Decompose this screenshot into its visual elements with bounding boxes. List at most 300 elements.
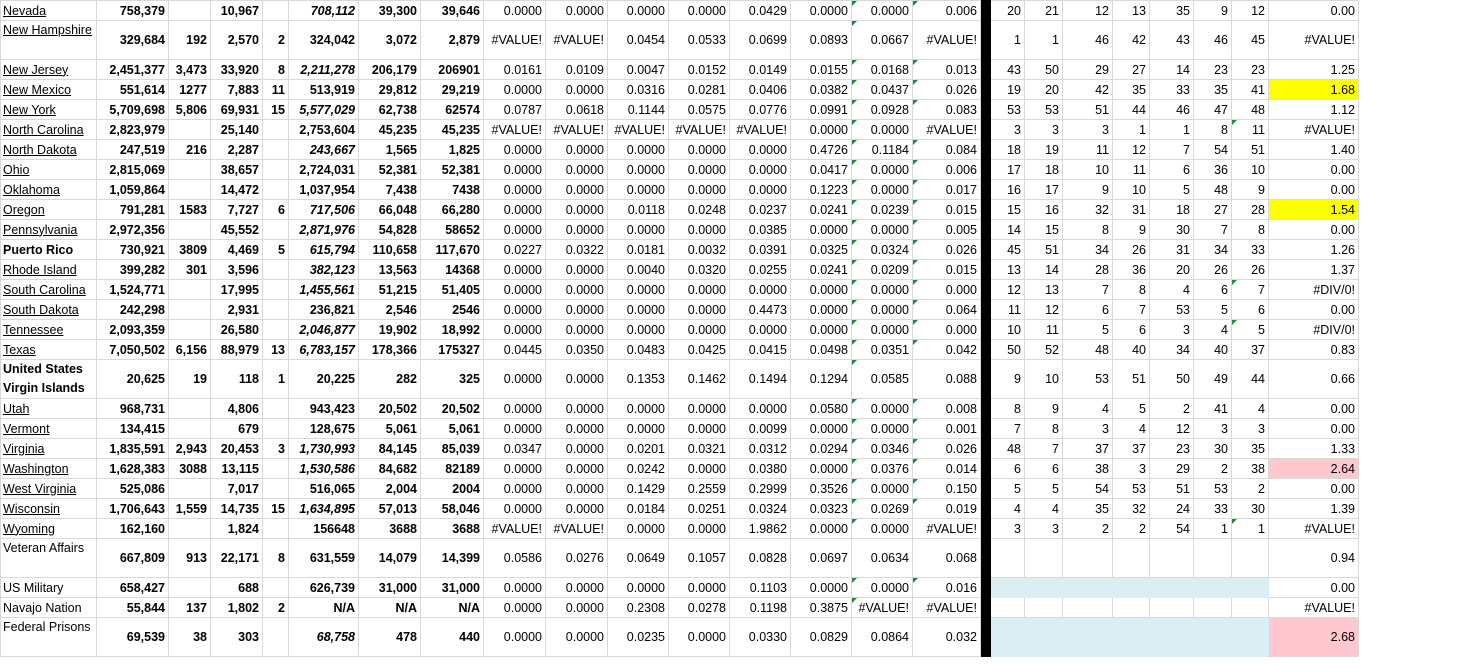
data-cell[interactable]: 0.0000 <box>484 479 546 499</box>
data-cell[interactable]: 0.0242 <box>608 459 669 479</box>
row-label-cell[interactable]: Oregon <box>1 200 97 220</box>
data-cell[interactable]: 0.0000 <box>791 419 852 439</box>
data-cell[interactable]: 11 <box>991 300 1025 320</box>
data-cell[interactable]: 47 <box>1194 100 1232 120</box>
data-cell[interactable]: 7 <box>1150 140 1194 160</box>
data-cell[interactable]: 658,427 <box>97 578 169 598</box>
data-cell[interactable]: 0.1429 <box>608 479 669 499</box>
data-cell[interactable]: 31 <box>1150 240 1194 260</box>
data-cell[interactable]: 10 <box>1063 160 1113 180</box>
data-cell[interactable] <box>263 1 289 21</box>
data-cell[interactable]: 0.1494 <box>730 360 791 399</box>
data-cell[interactable]: 0.083 <box>913 100 981 120</box>
data-cell[interactable]: 0.0575 <box>669 100 730 120</box>
data-cell[interactable]: 0.0000 <box>669 320 730 340</box>
data-cell[interactable]: 52,381 <box>359 160 421 180</box>
data-cell[interactable]: 0.0000 <box>546 200 608 220</box>
data-cell[interactable]: 0.0347 <box>484 439 546 459</box>
data-cell[interactable] <box>1232 618 1269 657</box>
data-cell[interactable]: 3 <box>1025 519 1063 539</box>
data-cell[interactable]: 2.68 <box>1269 618 1359 657</box>
row-label-cell[interactable]: Virginia <box>1 439 97 459</box>
data-cell[interactable]: 26 <box>1113 240 1150 260</box>
data-cell[interactable]: 0.3526 <box>791 479 852 499</box>
data-cell[interactable]: 0.0000 <box>730 140 791 160</box>
data-cell[interactable]: 679 <box>211 419 263 439</box>
data-cell[interactable]: 5,061 <box>421 419 484 439</box>
data-cell[interactable]: 9 <box>1063 180 1113 200</box>
data-cell[interactable]: 1.39 <box>1269 499 1359 519</box>
row-label-cell[interactable]: Navajo Nation <box>1 598 97 618</box>
data-cell[interactable]: 0.000 <box>913 280 981 300</box>
data-cell[interactable]: 39,300 <box>359 1 421 21</box>
data-cell[interactable]: 0.013 <box>913 60 981 80</box>
data-cell[interactable]: 28 <box>1232 200 1269 220</box>
data-cell[interactable]: 37 <box>1063 439 1113 459</box>
data-cell[interactable]: 2,931 <box>211 300 263 320</box>
data-cell[interactable]: 0.0697 <box>791 539 852 578</box>
data-cell[interactable]: 0.008 <box>913 399 981 419</box>
data-cell[interactable]: 1,059,864 <box>97 180 169 200</box>
data-cell[interactable]: 0.0312 <box>730 439 791 459</box>
data-cell[interactable]: 12 <box>1232 1 1269 21</box>
data-cell[interactable] <box>1194 618 1232 657</box>
data-cell[interactable]: 53 <box>1113 479 1150 499</box>
data-cell[interactable]: 54 <box>1194 140 1232 160</box>
data-cell[interactable]: 6 <box>991 459 1025 479</box>
data-cell[interactable] <box>263 578 289 598</box>
data-cell[interactable]: 0.0498 <box>791 340 852 360</box>
data-cell[interactable]: 236,821 <box>289 300 359 320</box>
data-cell[interactable] <box>263 300 289 320</box>
data-cell[interactable]: 41 <box>1194 399 1232 419</box>
data-cell[interactable]: 0.0201 <box>608 439 669 459</box>
data-cell[interactable] <box>263 140 289 160</box>
data-cell[interactable]: 3,596 <box>211 260 263 280</box>
data-cell[interactable]: 25,140 <box>211 120 263 140</box>
row-label-cell[interactable]: New York <box>1 100 97 120</box>
data-cell[interactable]: 0.0000 <box>546 499 608 519</box>
data-cell[interactable]: 0.3875 <box>791 598 852 618</box>
data-cell[interactable]: 54,828 <box>359 220 421 240</box>
data-cell[interactable] <box>169 320 211 340</box>
data-cell[interactable]: 708,112 <box>289 1 359 21</box>
data-cell[interactable]: #VALUE! <box>852 598 913 618</box>
data-cell[interactable]: 3 <box>1194 419 1232 439</box>
data-cell[interactable]: 0.0483 <box>608 340 669 360</box>
data-cell[interactable]: 1 <box>263 360 289 399</box>
data-cell[interactable]: 0.064 <box>913 300 981 320</box>
data-cell[interactable]: 303 <box>211 618 263 657</box>
data-cell[interactable] <box>1113 578 1150 598</box>
data-cell[interactable]: 17 <box>1025 180 1063 200</box>
data-cell[interactable]: 0.0000 <box>484 578 546 598</box>
data-cell[interactable]: 2004 <box>421 479 484 499</box>
data-cell[interactable] <box>991 618 1025 657</box>
data-cell[interactable]: 110,658 <box>359 240 421 260</box>
data-cell[interactable]: 2 <box>1113 519 1150 539</box>
data-cell[interactable]: 0.0239 <box>852 200 913 220</box>
data-cell[interactable]: 21 <box>1025 1 1063 21</box>
data-cell[interactable]: 0.66 <box>1269 360 1359 399</box>
data-cell[interactable]: 2,287 <box>211 140 263 160</box>
data-cell[interactable]: 0.2308 <box>608 598 669 618</box>
data-cell[interactable]: 62,738 <box>359 100 421 120</box>
data-cell[interactable]: 17 <box>991 160 1025 180</box>
data-cell[interactable]: 0.00 <box>1269 180 1359 200</box>
data-cell[interactable]: 12 <box>1113 140 1150 160</box>
data-cell[interactable]: 0.0000 <box>669 300 730 320</box>
data-cell[interactable]: #VALUE! <box>546 120 608 140</box>
data-cell[interactable]: 0.084 <box>913 140 981 160</box>
data-cell[interactable]: 13,115 <box>211 459 263 479</box>
data-cell[interactable]: 11 <box>1025 320 1063 340</box>
data-cell[interactable]: 0.1103 <box>730 578 791 598</box>
data-cell[interactable]: 0.83 <box>1269 340 1359 360</box>
data-cell[interactable]: 0.068 <box>913 539 981 578</box>
data-cell[interactable]: 0.017 <box>913 180 981 200</box>
data-cell[interactable]: 0.150 <box>913 479 981 499</box>
row-label-cell[interactable]: North Dakota <box>1 140 97 160</box>
data-cell[interactable]: 1.40 <box>1269 140 1359 160</box>
data-cell[interactable]: 0.00 <box>1269 160 1359 180</box>
data-cell[interactable]: 0.0000 <box>791 1 852 21</box>
data-cell[interactable]: 5,806 <box>169 100 211 120</box>
row-label-cell[interactable]: United States Virgin Islands <box>1 360 97 399</box>
data-cell[interactable]: #VALUE! <box>546 21 608 60</box>
data-cell[interactable]: 53 <box>1194 479 1232 499</box>
data-cell[interactable]: 14,079 <box>359 539 421 578</box>
data-cell[interactable]: 0.00 <box>1269 1 1359 21</box>
data-cell[interactable]: 15 <box>991 200 1025 220</box>
data-cell[interactable]: 0.0000 <box>546 160 608 180</box>
data-cell[interactable]: 50 <box>1025 60 1063 80</box>
data-cell[interactable]: 14,472 <box>211 180 263 200</box>
data-cell[interactable]: 36 <box>1113 260 1150 280</box>
data-cell[interactable]: 5 <box>1194 300 1232 320</box>
data-cell[interactable]: 551,614 <box>97 80 169 100</box>
data-cell[interactable]: 0.015 <box>913 200 981 220</box>
data-cell[interactable]: 631,559 <box>289 539 359 578</box>
data-cell[interactable]: 68,758 <box>289 618 359 657</box>
data-cell[interactable]: 4 <box>1113 419 1150 439</box>
data-cell[interactable]: 440 <box>421 618 484 657</box>
data-cell[interactable]: 51 <box>1063 100 1113 120</box>
data-cell[interactable] <box>263 399 289 419</box>
data-cell[interactable]: 0.026 <box>913 439 981 459</box>
data-cell[interactable]: 14,735 <box>211 499 263 519</box>
data-cell[interactable]: #VALUE! <box>546 519 608 539</box>
data-cell[interactable]: 0.0000 <box>608 140 669 160</box>
data-cell[interactable]: 0.00 <box>1269 399 1359 419</box>
data-cell[interactable]: 0.0000 <box>852 1 913 21</box>
data-cell[interactable]: 0.0000 <box>608 280 669 300</box>
data-cell[interactable]: 175327 <box>421 340 484 360</box>
data-cell[interactable]: 45 <box>1232 21 1269 60</box>
data-cell[interactable]: 6 <box>1113 320 1150 340</box>
data-cell[interactable]: 8 <box>1063 220 1113 240</box>
data-cell[interactable]: 0.0184 <box>608 499 669 519</box>
data-cell[interactable]: 8 <box>1113 280 1150 300</box>
data-cell[interactable]: 0.0382 <box>791 80 852 100</box>
data-cell[interactable]: 11 <box>1113 160 1150 180</box>
data-cell[interactable]: 0.0429 <box>730 1 791 21</box>
row-label-cell[interactable]: Tennessee <box>1 320 97 340</box>
data-cell[interactable]: 10 <box>991 320 1025 340</box>
row-label-cell[interactable]: Washington <box>1 459 97 479</box>
data-cell[interactable]: 9 <box>991 360 1025 399</box>
data-cell[interactable]: 0.0000 <box>669 618 730 657</box>
data-cell[interactable]: 0.0828 <box>730 539 791 578</box>
data-cell[interactable] <box>169 220 211 240</box>
data-cell[interactable] <box>1150 598 1194 618</box>
data-cell[interactable]: 1,524,771 <box>97 280 169 300</box>
data-cell[interactable] <box>169 519 211 539</box>
data-cell[interactable]: 0.1353 <box>608 360 669 399</box>
data-cell[interactable]: 0.0325 <box>791 240 852 260</box>
data-cell[interactable]: 0.0000 <box>730 320 791 340</box>
data-cell[interactable] <box>1025 578 1063 598</box>
data-cell[interactable] <box>169 300 211 320</box>
data-cell[interactable]: 8 <box>991 399 1025 419</box>
row-label-cell[interactable]: Utah <box>1 399 97 419</box>
data-cell[interactable] <box>263 479 289 499</box>
data-cell[interactable]: 2,046,877 <box>289 320 359 340</box>
data-cell[interactable]: 0.0580 <box>791 399 852 419</box>
data-cell[interactable] <box>1063 578 1113 598</box>
data-cell[interactable]: 18 <box>1025 160 1063 180</box>
data-cell[interactable] <box>1063 618 1113 657</box>
data-cell[interactable]: 1 <box>1150 120 1194 140</box>
data-cell[interactable]: 20,502 <box>421 399 484 419</box>
data-cell[interactable]: 0.0000 <box>608 180 669 200</box>
data-cell[interactable]: 0.0000 <box>791 220 852 240</box>
data-cell[interactable]: 0.1144 <box>608 100 669 120</box>
row-label-cell[interactable]: Texas <box>1 340 97 360</box>
data-cell[interactable]: 0.0000 <box>852 320 913 340</box>
data-cell[interactable]: 20 <box>1025 80 1063 100</box>
data-cell[interactable]: 0.0991 <box>791 100 852 120</box>
data-cell[interactable]: 46 <box>1194 21 1232 60</box>
data-cell[interactable]: 301 <box>169 260 211 280</box>
data-cell[interactable]: 1.37 <box>1269 260 1359 280</box>
data-cell[interactable]: 0.0152 <box>669 60 730 80</box>
data-cell[interactable]: #VALUE! <box>1269 21 1359 60</box>
data-cell[interactable] <box>1063 598 1113 618</box>
data-cell[interactable]: 0.0255 <box>730 260 791 280</box>
data-cell[interactable]: 31 <box>1113 200 1150 220</box>
data-cell[interactable]: 478 <box>359 618 421 657</box>
data-cell[interactable]: 0.0000 <box>484 360 546 399</box>
data-cell[interactable]: #VALUE! <box>608 120 669 140</box>
data-cell[interactable]: 11 <box>1232 120 1269 140</box>
data-cell[interactable] <box>263 220 289 240</box>
data-cell[interactable]: 0.0000 <box>484 300 546 320</box>
data-cell[interactable] <box>169 120 211 140</box>
data-cell[interactable] <box>169 180 211 200</box>
data-cell[interactable]: 11 <box>1063 140 1113 160</box>
data-cell[interactable]: 6 <box>1063 300 1113 320</box>
data-cell[interactable]: 6 <box>263 200 289 220</box>
data-cell[interactable]: 4,469 <box>211 240 263 260</box>
data-cell[interactable]: 48 <box>991 439 1025 459</box>
data-cell[interactable]: 3 <box>1063 120 1113 140</box>
data-cell[interactable]: 1.9862 <box>730 519 791 539</box>
data-cell[interactable]: 20 <box>991 1 1025 21</box>
data-cell[interactable]: 7 <box>991 419 1025 439</box>
data-cell[interactable]: 667,809 <box>97 539 169 578</box>
data-cell[interactable]: 2,451,377 <box>97 60 169 80</box>
data-cell[interactable]: 329,684 <box>97 21 169 60</box>
data-cell[interactable]: 27 <box>1113 60 1150 80</box>
row-label-cell[interactable]: Wisconsin <box>1 499 97 519</box>
data-cell[interactable] <box>263 618 289 657</box>
data-cell[interactable]: 38 <box>1063 459 1113 479</box>
data-cell[interactable] <box>1232 578 1269 598</box>
data-cell[interactable]: 0.0161 <box>484 60 546 80</box>
data-cell[interactable]: 53 <box>1025 100 1063 120</box>
data-cell[interactable]: 1,802 <box>211 598 263 618</box>
data-cell[interactable]: 0.0351 <box>852 340 913 360</box>
data-cell[interactable]: 7 <box>1025 439 1063 459</box>
data-cell[interactable]: 2 <box>1194 459 1232 479</box>
data-cell[interactable]: 0.00 <box>1269 300 1359 320</box>
data-cell[interactable]: 5 <box>1025 479 1063 499</box>
data-cell[interactable]: 0.1198 <box>730 598 791 618</box>
data-cell[interactable]: 2 <box>1150 399 1194 419</box>
data-cell[interactable]: 0.0000 <box>730 160 791 180</box>
data-cell[interactable]: 5 <box>263 240 289 260</box>
data-cell[interactable]: 0.0248 <box>669 200 730 220</box>
data-cell[interactable]: 52,381 <box>421 160 484 180</box>
data-cell[interactable]: 15 <box>263 499 289 519</box>
data-cell[interactable]: 1.12 <box>1269 100 1359 120</box>
data-cell[interactable]: 43 <box>991 60 1025 80</box>
data-cell[interactable]: 1,559 <box>169 499 211 519</box>
data-cell[interactable]: 2,546 <box>359 300 421 320</box>
data-cell[interactable] <box>1025 539 1063 578</box>
data-cell[interactable]: 0.0445 <box>484 340 546 360</box>
data-cell[interactable]: 0.0000 <box>484 399 546 419</box>
data-cell[interactable]: 0.0000 <box>669 419 730 439</box>
data-cell[interactable]: 53 <box>991 100 1025 120</box>
data-cell[interactable] <box>263 120 289 140</box>
data-cell[interactable] <box>1194 578 1232 598</box>
data-cell[interactable]: 0.0000 <box>484 320 546 340</box>
data-cell[interactable] <box>1025 598 1063 618</box>
data-cell[interactable]: 53 <box>1150 300 1194 320</box>
data-cell[interactable]: 6 <box>1232 300 1269 320</box>
data-cell[interactable]: 12 <box>1150 419 1194 439</box>
data-cell[interactable]: 42 <box>1113 21 1150 60</box>
data-cell[interactable]: 7 <box>1063 280 1113 300</box>
data-cell[interactable]: 51,215 <box>359 280 421 300</box>
data-cell[interactable]: 3 <box>991 519 1025 539</box>
data-cell[interactable]: 0.0281 <box>669 80 730 100</box>
data-cell[interactable] <box>169 399 211 419</box>
data-cell[interactable]: #DIV/0! <box>1269 280 1359 300</box>
data-cell[interactable]: 19 <box>1025 140 1063 160</box>
data-cell[interactable]: 0.4473 <box>730 300 791 320</box>
data-cell[interactable]: 0.0032 <box>669 240 730 260</box>
data-cell[interactable]: 516,065 <box>289 479 359 499</box>
data-cell[interactable]: #DIV/0! <box>1269 320 1359 340</box>
data-cell[interactable]: 16 <box>991 180 1025 200</box>
data-cell[interactable]: 1,730,993 <box>289 439 359 459</box>
data-cell[interactable]: N/A <box>359 598 421 618</box>
data-cell[interactable]: 0.0000 <box>546 618 608 657</box>
data-cell[interactable]: N/A <box>289 598 359 618</box>
data-cell[interactable]: 0.0000 <box>484 220 546 240</box>
data-cell[interactable]: 35 <box>1113 80 1150 100</box>
data-cell[interactable]: 4,806 <box>211 399 263 419</box>
data-cell[interactable]: 15 <box>1025 220 1063 240</box>
data-cell[interactable]: 3,473 <box>169 60 211 80</box>
data-cell[interactable]: 0.0276 <box>546 539 608 578</box>
data-cell[interactable]: 22,171 <box>211 539 263 578</box>
data-cell[interactable]: 6 <box>1150 160 1194 180</box>
data-cell[interactable]: 10 <box>1113 180 1150 200</box>
data-cell[interactable]: 55,844 <box>97 598 169 618</box>
data-cell[interactable]: 29 <box>1150 459 1194 479</box>
data-cell[interactable]: 2,093,359 <box>97 320 169 340</box>
data-cell[interactable]: 1,835,591 <box>97 439 169 459</box>
data-cell[interactable]: 8 <box>263 60 289 80</box>
data-cell[interactable]: 0.0040 <box>608 260 669 280</box>
data-cell[interactable]: 0.0099 <box>730 419 791 439</box>
data-cell[interactable]: 0.0864 <box>852 618 913 657</box>
data-cell[interactable]: 0.0000 <box>484 280 546 300</box>
data-cell[interactable]: 2,823,979 <box>97 120 169 140</box>
data-cell[interactable]: 0.0000 <box>852 578 913 598</box>
data-cell[interactable]: 37 <box>1113 439 1150 459</box>
data-cell[interactable]: 9 <box>1025 399 1063 419</box>
data-cell[interactable]: 0.0000 <box>608 419 669 439</box>
data-cell[interactable]: 0.2559 <box>669 479 730 499</box>
data-cell[interactable]: 33 <box>1194 499 1232 519</box>
data-cell[interactable]: #VALUE! <box>1269 120 1359 140</box>
data-cell[interactable]: 38 <box>1232 459 1269 479</box>
data-cell[interactable]: 51 <box>1113 360 1150 399</box>
data-cell[interactable]: 0.0000 <box>484 1 546 21</box>
data-cell[interactable] <box>169 578 211 598</box>
data-cell[interactable]: 1 <box>1113 120 1150 140</box>
data-cell[interactable]: 0.0533 <box>669 21 730 60</box>
data-cell[interactable]: 0.0346 <box>852 439 913 459</box>
data-cell[interactable]: 1583 <box>169 200 211 220</box>
data-cell[interactable]: 0.0047 <box>608 60 669 80</box>
data-cell[interactable]: 0.0000 <box>852 120 913 140</box>
data-cell[interactable]: 0.0227 <box>484 240 546 260</box>
data-cell[interactable]: 8 <box>1025 419 1063 439</box>
data-cell[interactable]: 0.0000 <box>852 479 913 499</box>
row-label-cell[interactable]: Federal Prisons <box>1 618 97 657</box>
data-cell[interactable]: 0.032 <box>913 618 981 657</box>
data-cell[interactable]: 0.1184 <box>852 140 913 160</box>
data-cell[interactable]: 0.0000 <box>852 300 913 320</box>
data-cell[interactable]: 0.0323 <box>791 499 852 519</box>
data-cell[interactable]: 7,050,502 <box>97 340 169 360</box>
data-cell[interactable]: 2,871,976 <box>289 220 359 240</box>
data-cell[interactable]: 13 <box>1025 280 1063 300</box>
data-cell[interactable]: 2546 <box>421 300 484 320</box>
data-cell[interactable]: 12 <box>1063 1 1113 21</box>
data-cell[interactable]: 178,366 <box>359 340 421 360</box>
data-cell[interactable]: 1.54 <box>1269 200 1359 220</box>
data-cell[interactable]: 0.0000 <box>608 519 669 539</box>
data-cell[interactable]: 117,670 <box>421 240 484 260</box>
data-cell[interactable]: 4 <box>1150 280 1194 300</box>
